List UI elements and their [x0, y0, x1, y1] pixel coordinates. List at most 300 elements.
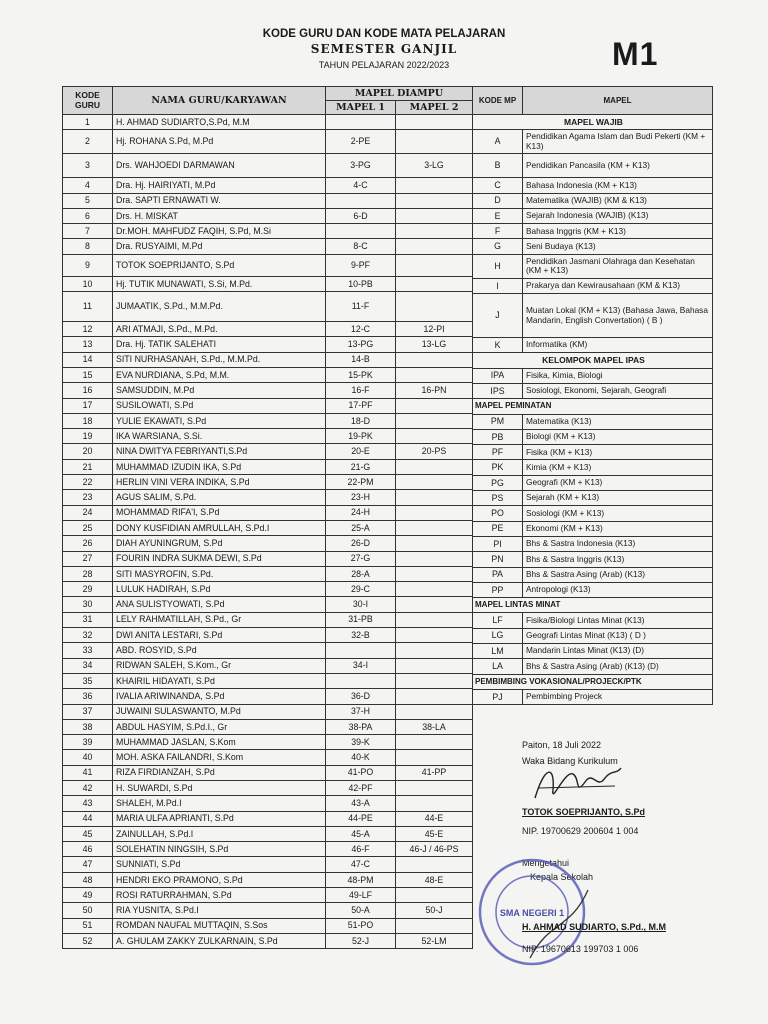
teacher-name-cell: RIZA FIRDIANZAH, S.Pd	[113, 765, 326, 780]
subject-section-label: MAPEL LINTAS MINAT	[473, 598, 713, 613]
kode-guru-cell: 9	[63, 254, 113, 276]
teacher-name-cell: ROSI RATURRAHMAN, S.Pd	[113, 888, 326, 903]
mapel2-cell	[396, 735, 473, 750]
teacher-row	[63, 224, 473, 239]
mapel1-cell: 15-PK	[326, 367, 396, 382]
subject-row	[473, 208, 713, 223]
kode-guru-cell: 19	[63, 429, 113, 444]
teacher-name-cell: EVA NURDIANA, S.Pd, M.M.	[113, 367, 326, 382]
subject-table	[472, 86, 713, 705]
mapel2-cell	[396, 780, 473, 795]
mapel1-cell: 21-G	[326, 459, 396, 474]
subject-code-cell: J	[473, 294, 523, 338]
kode-guru-cell: 44	[63, 811, 113, 826]
mapel1-cell: 36-D	[326, 689, 396, 704]
mapel1-cell: 43-A	[326, 796, 396, 811]
kode-guru-cell: 42	[63, 780, 113, 795]
teacher-row	[63, 628, 473, 643]
kode-guru-cell: 14	[63, 352, 113, 367]
teacher-name-cell: JUMAATIK, S.Pd., M.M.Pd.	[113, 292, 326, 322]
subject-row	[473, 644, 713, 659]
subject-name-cell: Pendidikan Pancasila (KM + K13)	[523, 154, 713, 178]
subject-row	[473, 536, 713, 551]
mapel1-cell: 19-PK	[326, 429, 396, 444]
subject-name-cell: Fisika, Kimia, Biologi	[523, 368, 713, 383]
mapel2-header: MAPEL 2	[396, 101, 473, 115]
mapel2-cell: 16-PN	[396, 383, 473, 398]
mapel1-cell: 31-PB	[326, 612, 396, 627]
subject-code-cell: B	[473, 154, 523, 178]
mapel2-cell	[396, 704, 473, 719]
kode-guru-cell: 51	[63, 918, 113, 933]
mapel2-cell	[396, 367, 473, 382]
kode-guru-cell: 17	[63, 398, 113, 413]
mapel2-cell	[396, 475, 473, 490]
subject-name-cell: Pendidikan Agama Islam dan Budi Pekerti (KM + K13)	[523, 130, 713, 154]
kode-guru-cell: 29	[63, 582, 113, 597]
mapel2-cell	[396, 689, 473, 704]
kode-guru-cell: 1	[63, 115, 113, 130]
subject-code-cell: PP	[473, 582, 523, 597]
kode-guru-cell: 49	[63, 888, 113, 903]
mapel1-cell: 29-C	[326, 582, 396, 597]
kode-guru-cell: 52	[63, 933, 113, 948]
subject-name-cell: Biologi (KM + K13)	[523, 429, 713, 444]
teacher-name-cell: LULUK HADIRAH, S.Pd	[113, 582, 326, 597]
teacher-name-cell: DONY KUSFIDIAN AMRULLAH, S.Pd.I	[113, 520, 326, 535]
teacher-table	[62, 86, 473, 949]
subject-name-cell: Geografi (KM + K13)	[523, 475, 713, 490]
kode-guru-cell: 40	[63, 750, 113, 765]
teacher-name-cell: MUHAMMAD IZUDIN IKA, S.Pd	[113, 459, 326, 474]
subject-row	[473, 491, 713, 506]
mapel1-cell: 28-A	[326, 566, 396, 581]
kode-guru-cell: 3	[63, 154, 113, 178]
teacher-row	[63, 643, 473, 658]
kode-guru-cell: 23	[63, 490, 113, 505]
mapel1-cell: 25-A	[326, 520, 396, 535]
teacher-name-cell: Drs. WAHJOEDI DARMAWAN	[113, 154, 326, 178]
mapel2-cell	[396, 398, 473, 413]
subject-row	[473, 383, 713, 398]
kode-guru-cell: 6	[63, 208, 113, 223]
kode-guru-cell: 8	[63, 239, 113, 254]
subject-code-cell: IPS	[473, 383, 523, 398]
teacher-row	[63, 254, 473, 276]
mapel2-cell	[396, 857, 473, 872]
school-stamp	[470, 850, 600, 980]
teacher-row	[63, 780, 473, 795]
teacher-row	[63, 475, 473, 490]
kode-guru-cell: 50	[63, 903, 113, 918]
mapel2-cell	[396, 193, 473, 208]
subject-row	[473, 567, 713, 582]
teacher-name-cell: ABDUL HASYIM, S.Pd.I., Gr	[113, 719, 326, 734]
mapel2-cell	[396, 505, 473, 520]
mapel1-cell: 3-PG	[326, 154, 396, 178]
kode-guru-cell: 47	[63, 857, 113, 872]
mapel2-cell: 13-LG	[396, 337, 473, 352]
teacher-name-cell: SUNNIATI, S.Pd	[113, 857, 326, 872]
subject-row	[473, 178, 713, 193]
subject-code-cell: PJ	[473, 689, 523, 704]
mapel1-cell: 10-PB	[326, 276, 396, 291]
subject-section-row	[473, 598, 713, 613]
subject-row	[473, 154, 713, 178]
handwritten-signature-1	[525, 760, 635, 810]
kode-guru-cell: 33	[63, 643, 113, 658]
subject-row	[473, 294, 713, 338]
kode-guru-cell: 37	[63, 704, 113, 719]
kode-guru-cell: 25	[63, 520, 113, 535]
mapel1-cell: 11-F	[326, 292, 396, 322]
teacher-name-cell: MOHAMMAD RIFA'I, S.Pd	[113, 505, 326, 520]
mapel2-cell	[396, 888, 473, 903]
teacher-row	[63, 842, 473, 857]
subject-row	[473, 659, 713, 674]
teacher-name-cell: YULIE EKAWATI, S.Pd	[113, 413, 326, 428]
subject-row	[473, 506, 713, 521]
teacher-name-cell: Dra. Hj. TATIK SALEHATI	[113, 337, 326, 352]
signature-place-date: Paiton, 18 Juli 2022	[522, 740, 602, 750]
mapel2-cell	[396, 628, 473, 643]
mapel2-cell	[396, 115, 473, 130]
teacher-row	[63, 444, 473, 459]
teacher-row	[63, 551, 473, 566]
subject-code-cell: E	[473, 208, 523, 223]
mapel2-cell	[396, 254, 473, 276]
teacher-name-cell: HENDRI EKO PRAMONO, S.Pd	[113, 872, 326, 887]
mapel-diampu-header: MAPEL DIAMPU	[326, 87, 473, 101]
kode-guru-cell: 15	[63, 367, 113, 382]
kode-guru-cell: 26	[63, 536, 113, 551]
mapel1-cell: 24-H	[326, 505, 396, 520]
subject-name-cell: Matematika (K13)	[523, 414, 713, 429]
subject-row	[473, 130, 713, 154]
subject-name-cell: Antropologi (K13)	[523, 582, 713, 597]
mapel1-cell: 18-D	[326, 413, 396, 428]
kode-guru-cell: 22	[63, 475, 113, 490]
subject-section-label: MAPEL WAJIB	[473, 115, 713, 130]
teacher-row	[63, 520, 473, 535]
mapel2-cell: 38-LA	[396, 719, 473, 734]
mapel1-cell: 51-PO	[326, 918, 396, 933]
signature-role-1: Waka Bidang Kurikulum	[522, 756, 618, 766]
subject-row	[473, 193, 713, 208]
subject-row	[473, 414, 713, 429]
subject-name-cell: Matematika (WAJIB) (KM & K13)	[523, 193, 713, 208]
mapel2-cell	[396, 673, 473, 688]
subject-name-cell: Mandarin Lintas Minat (K13) (D)	[523, 644, 713, 659]
teacher-row	[63, 208, 473, 223]
mapel1-cell: 52-J	[326, 933, 396, 948]
subject-code-cell: K	[473, 338, 523, 353]
teacher-row	[63, 352, 473, 367]
subject-code-cell: G	[473, 239, 523, 254]
mapel2-cell	[396, 352, 473, 367]
teacher-name-cell: Dra. RUSYAIMI, M.Pd	[113, 239, 326, 254]
mapel1-cell: 49-LF	[326, 888, 396, 903]
mapel2-cell	[396, 750, 473, 765]
mapel1-cell: 6-D	[326, 208, 396, 223]
subject-name-cell: Bhs & Sastra Asing (Arab) (K13) (D)	[523, 659, 713, 674]
subject-name-cell: Seni Budaya (K13)	[523, 239, 713, 254]
subject-row	[473, 368, 713, 383]
teacher-row	[63, 765, 473, 780]
mapel2-cell: 50-J	[396, 903, 473, 918]
mapel2-cell	[396, 224, 473, 239]
kode-guru-cell: 7	[63, 224, 113, 239]
mapel2-cell	[396, 429, 473, 444]
teacher-row	[63, 536, 473, 551]
subject-name-cell: Sejarah (KM + K13)	[523, 491, 713, 506]
subject-row	[473, 689, 713, 704]
teacher-row	[63, 933, 473, 948]
teacher-name-cell: RIA YUSNITA, S.Pd.I	[113, 903, 326, 918]
teacher-name-cell: H. SUWARDI, S.Pd	[113, 780, 326, 795]
mapel2-cell: 52-LM	[396, 933, 473, 948]
teacher-row	[63, 918, 473, 933]
signature-role-2: Kepala Sekolah	[530, 872, 594, 882]
subject-row	[473, 475, 713, 490]
teacher-row	[63, 872, 473, 887]
mapel2-cell	[396, 276, 473, 291]
subject-row	[473, 552, 713, 567]
mapel1-cell	[326, 224, 396, 239]
mapel1-cell: 2-PE	[326, 130, 396, 154]
teacher-name-cell: AGUS SALIM, S.Pd.	[113, 490, 326, 505]
mapel2-cell	[396, 178, 473, 193]
subject-code-cell: H	[473, 254, 523, 278]
subject-name-cell: Fisika (KM + K13)	[523, 445, 713, 460]
mapel2-cell	[396, 239, 473, 254]
teacher-row	[63, 658, 473, 673]
mapel2-cell	[396, 551, 473, 566]
teacher-row	[63, 429, 473, 444]
kode-guru-cell: 21	[63, 459, 113, 474]
kode-guru-cell: 16	[63, 383, 113, 398]
subject-code-cell: PA	[473, 567, 523, 582]
teacher-name-cell: ANA SULISTYOWATI, S.Pd	[113, 597, 326, 612]
kode-guru-cell: 12	[63, 322, 113, 337]
mapel1-cell: 27-G	[326, 551, 396, 566]
kode-guru-cell: 28	[63, 566, 113, 581]
subject-row	[473, 460, 713, 475]
teacher-row	[63, 154, 473, 178]
mapel1-cell: 44-PE	[326, 811, 396, 826]
teacher-name-cell: ZAINULLAH, S.Pd.I	[113, 826, 326, 841]
subject-section-row	[473, 674, 713, 689]
mapel1-cell: 30-I	[326, 597, 396, 612]
kode-guru-cell: 4	[63, 178, 113, 193]
teacher-name-cell: Dra. Hj. HAIRIYATI, M.Pd	[113, 178, 326, 193]
mapel1-cell: 48-PM	[326, 872, 396, 887]
subject-code-cell: PF	[473, 445, 523, 460]
teacher-name-cell: SHALEH, M.Pd.I	[113, 796, 326, 811]
teacher-row	[63, 193, 473, 208]
subject-section-row	[473, 399, 713, 414]
mapel1-cell: 20-E	[326, 444, 396, 459]
teacher-name-cell: ROMDAN NAUFAL MUTTAQIN, S.Sos	[113, 918, 326, 933]
subject-name-cell: Prakarya dan Kewirausahaan (KM & K13)	[523, 278, 713, 293]
mapel1-cell: 16-F	[326, 383, 396, 398]
mapel2-cell: 12-PI	[396, 322, 473, 337]
teacher-row	[63, 505, 473, 520]
mapel1-cell: 45-A	[326, 826, 396, 841]
mapel1-cell: 12-C	[326, 322, 396, 337]
teacher-row	[63, 115, 473, 130]
mapel1-cell	[326, 643, 396, 658]
kode-guru-cell: 20	[63, 444, 113, 459]
mapel2-cell	[396, 490, 473, 505]
mapel1-cell	[326, 193, 396, 208]
mapel1-cell: 39-K	[326, 735, 396, 750]
mapel2-cell	[396, 520, 473, 535]
kode-guru-cell: 48	[63, 872, 113, 887]
kode-guru-cell: 13	[63, 337, 113, 352]
kode-guru-cell: 30	[63, 597, 113, 612]
subject-section-label: KELOMPOK MAPEL IPAS	[473, 353, 713, 368]
subject-row	[473, 429, 713, 444]
mapel1-cell: 26-D	[326, 536, 396, 551]
mapel1-cell: 38-PA	[326, 719, 396, 734]
teacher-name-cell: Dra. SAPTI ERNAWATI W.	[113, 193, 326, 208]
mapel2-cell	[396, 582, 473, 597]
document-title: KODE GURU DAN KODE MATA PELAJARAN	[262, 28, 506, 40]
mapel1-cell: 47-C	[326, 857, 396, 872]
mapel2-cell	[396, 566, 473, 581]
subject-name-cell: Sejarah Indonesia (WAJIB) (K13)	[523, 208, 713, 223]
subject-name-cell: Bhs & Sastra Inggris (K13)	[523, 552, 713, 567]
teacher-name-cell: DWI ANITA LESTARI, S.Pd	[113, 628, 326, 643]
teacher-name-cell: A. GHULAM ZAKKY ZULKARNAIN, S.Pd	[113, 933, 326, 948]
subject-code-cell: PI	[473, 536, 523, 551]
subject-name-cell: Sosiologi, Ekonomi, Sejarah, Geografi	[523, 383, 713, 398]
mapel2-cell	[396, 130, 473, 154]
teacher-name-cell: IKA WARSIANA, S.Si.	[113, 429, 326, 444]
kode-guru-cell: 35	[63, 673, 113, 688]
mapel1-cell: 8-C	[326, 239, 396, 254]
subject-name-cell: Bhs & Sastra Asing (Arab) (K13)	[523, 567, 713, 582]
mapel-header: MAPEL	[523, 87, 713, 115]
kode-guru-cell: 10	[63, 276, 113, 291]
teacher-row	[63, 673, 473, 688]
teacher-row	[63, 811, 473, 826]
mapel1-cell: 14-B	[326, 352, 396, 367]
mapel2-cell: 41-PP	[396, 765, 473, 780]
teacher-name-cell: SUSILOWATI, S.Pd	[113, 398, 326, 413]
kode-guru-header: KODE GURU	[63, 87, 113, 115]
teacher-row	[63, 857, 473, 872]
teacher-name-cell: HERLIN VINI VERA INDIKA, S.Pd	[113, 475, 326, 490]
teacher-row	[63, 337, 473, 352]
mapel1-cell	[326, 115, 396, 130]
subject-name-cell: Fisika/Biologi Lintas Minat (K13)	[523, 613, 713, 628]
mapel1-cell: 40-K	[326, 750, 396, 765]
kode-guru-cell: 45	[63, 826, 113, 841]
teacher-row	[63, 383, 473, 398]
mapel1-cell: 37-H	[326, 704, 396, 719]
subject-code-cell: PG	[473, 475, 523, 490]
subject-section-label: MAPEL PEMINATAN	[473, 399, 713, 414]
teacher-name-cell: DIAH AYUNINGRUM, S.Pd	[113, 536, 326, 551]
subject-name-cell: Ekonomi (KM + K13)	[523, 521, 713, 536]
teacher-name-cell: Dr.MOH. MAHFUDZ FAQIH, S.Pd, M.Si	[113, 224, 326, 239]
teacher-row	[63, 903, 473, 918]
subject-name-cell: Bahasa Indonesia (KM + K13)	[523, 178, 713, 193]
mapel2-cell	[396, 658, 473, 673]
semester-title: SEMESTER GANJIL	[310, 42, 458, 56]
mapel2-cell	[396, 208, 473, 223]
kode-guru-cell: 18	[63, 413, 113, 428]
subject-code-cell: PS	[473, 491, 523, 506]
subject-code-cell: PO	[473, 506, 523, 521]
teacher-name-cell: IVALIA ARIWINANDA, S.Pd	[113, 689, 326, 704]
mapel1-cell	[326, 673, 396, 688]
subject-name-cell: Kimia (KM + K13)	[523, 460, 713, 475]
teacher-row	[63, 735, 473, 750]
teacher-name-cell: Drs. H. MISKAT	[113, 208, 326, 223]
subject-code-cell: C	[473, 178, 523, 193]
mapel1-cell: 17-PF	[326, 398, 396, 413]
subject-row	[473, 224, 713, 239]
teacher-row	[63, 719, 473, 734]
teacher-row	[63, 178, 473, 193]
mapel2-cell	[396, 597, 473, 612]
mapel2-cell: 48-E	[396, 872, 473, 887]
subject-code-cell: PN	[473, 552, 523, 567]
subject-name-cell: Pembimbing Projeck	[523, 689, 713, 704]
teacher-name-cell: TOTOK SOEPRIJANTO, S.Pd	[113, 254, 326, 276]
signature-name-2: H. AHMAD SUDIARTO, S.Pd., M.M	[522, 922, 666, 932]
subject-name-cell: Bhs & Sastra Indonesia (K13)	[523, 536, 713, 551]
teacher-row	[63, 612, 473, 627]
signature-name-1: TOTOK SOEPRIJANTO, S.Pd	[522, 807, 646, 817]
subject-code-cell: PB	[473, 429, 523, 444]
subject-row	[473, 239, 713, 254]
mapel2-cell: 20-PS	[396, 444, 473, 459]
mapel1-cell: 34-I	[326, 658, 396, 673]
subject-row	[473, 254, 713, 278]
teacher-row	[63, 704, 473, 719]
subject-row	[473, 445, 713, 460]
mapel2-cell: 46-J / 46-PS	[396, 842, 473, 857]
teacher-row	[63, 398, 473, 413]
mapel1-cell: 41-PO	[326, 765, 396, 780]
kode-guru-cell: 24	[63, 505, 113, 520]
signature-nip-1: NIP. 19700629 200604 1 004	[522, 826, 639, 836]
subject-name-cell: Pendidikan Jasmani Olahraga dan Kesehatan (KM + K13)	[523, 254, 713, 278]
subject-row	[473, 521, 713, 536]
kode-guru-cell: 27	[63, 551, 113, 566]
teacher-name-cell: ABD. ROSYID, S.Pd	[113, 643, 326, 658]
teacher-row	[63, 276, 473, 291]
teacher-row	[63, 367, 473, 382]
mapel2-cell	[396, 612, 473, 627]
kode-mp-header: KODE MP	[473, 87, 523, 115]
mapel1-cell: 13-PG	[326, 337, 396, 352]
subject-section-row	[473, 353, 713, 368]
teacher-row	[63, 566, 473, 581]
teacher-row	[63, 796, 473, 811]
mapel2-cell	[396, 459, 473, 474]
mapel2-cell	[396, 536, 473, 551]
kode-guru-cell: 31	[63, 612, 113, 627]
mapel1-cell: 9-PF	[326, 254, 396, 276]
subject-code-cell: I	[473, 278, 523, 293]
mapel1-cell: 4-C	[326, 178, 396, 193]
teacher-name-cell: Hj. TUTIK MUNAWATI, S.Si, M.Pd.	[113, 276, 326, 291]
